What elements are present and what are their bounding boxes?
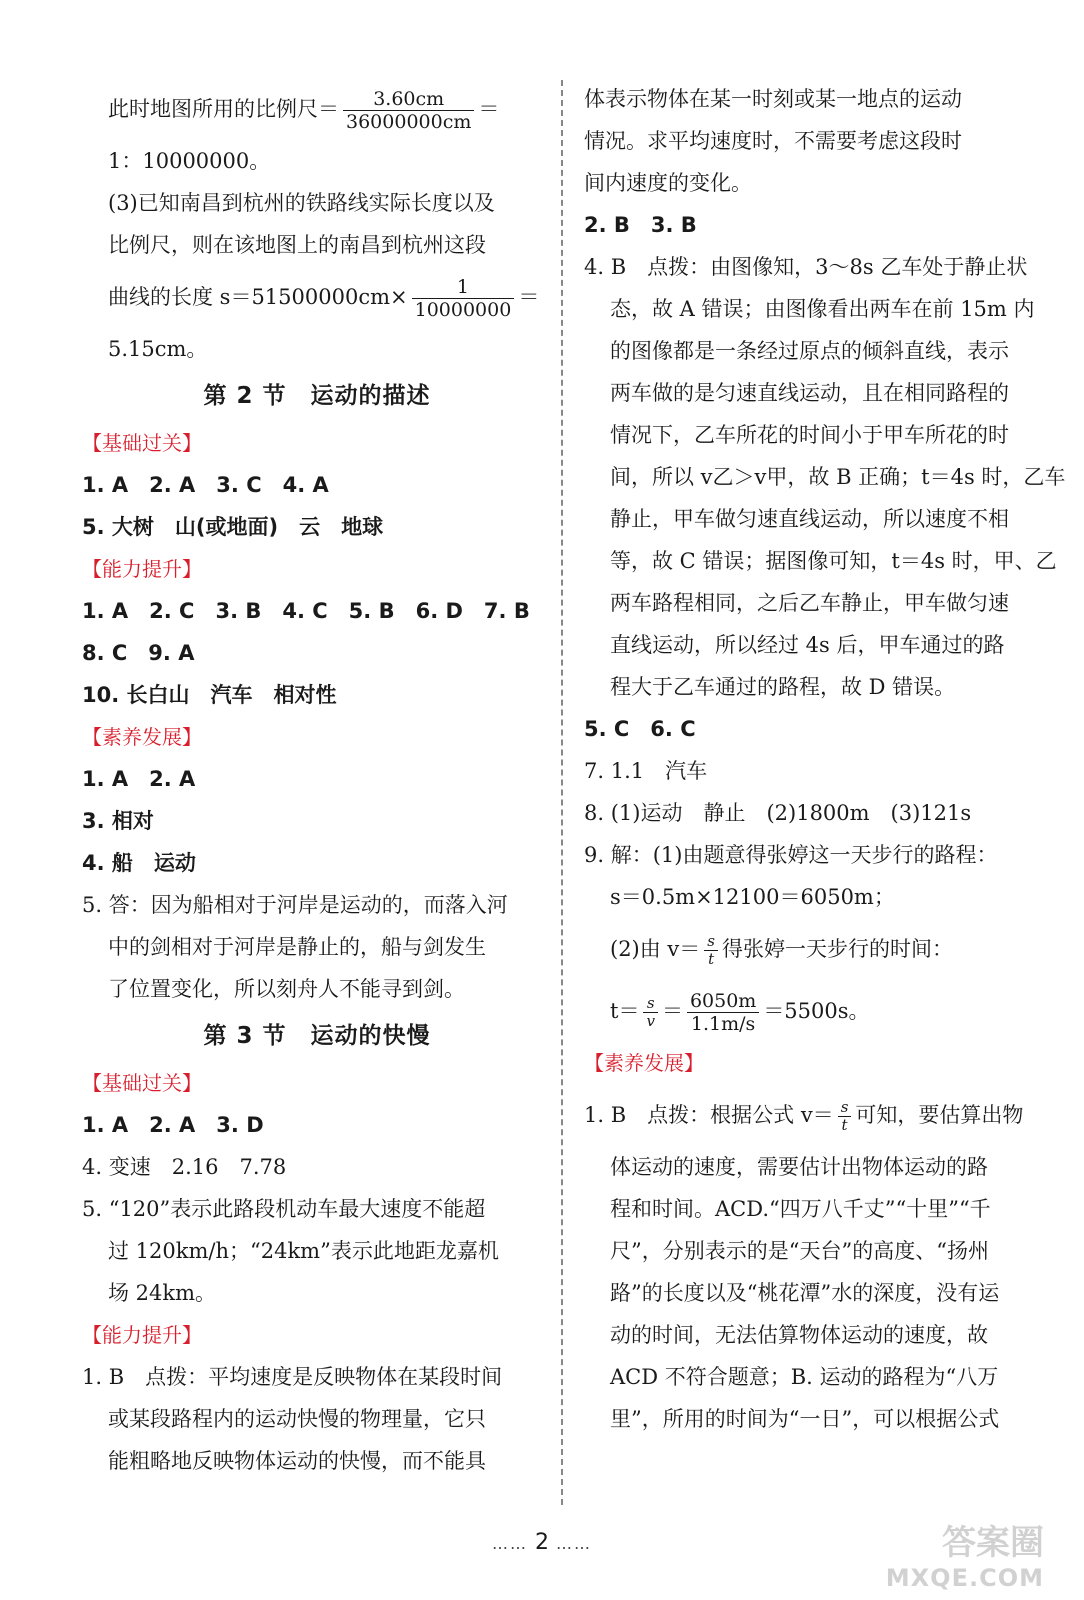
answer-line: ACD 不符合题意；B. 运动的路程为“八万 <box>610 1365 999 1389</box>
answer-line: 两车路程相同，之后乙车静止，甲车做匀速 <box>610 591 1009 615</box>
formula-text: ＝5500s。 <box>763 999 870 1023</box>
dots-left: …… <box>492 1534 528 1553</box>
answer-line: 里”，所用的时间为“一日”，可以根据公式 <box>610 1407 1000 1431</box>
answer-line: 9. 解：(1)由题意得张婷这一天步行的路程： <box>584 843 998 867</box>
answer-line: 等，故 C 错误；据图像可知，t＝4s 时，甲、乙 <box>610 549 1057 573</box>
time-formula <box>584 980 1036 1042</box>
answer-line: 4. 变速 2.16 7.78 <box>82 1155 287 1179</box>
answer-line: 5. 大树 山(或地面) 云 地球 <box>82 515 384 539</box>
length-text: 曲线的长度 s＝51500000cm× <box>108 285 408 309</box>
fraction-numerator: s <box>838 1099 852 1117</box>
formula-text: 可知，要估算出物 <box>855 1103 1024 1127</box>
fraction-denominator: 1.1m/s <box>690 1013 756 1035</box>
fraction-denominator: t <box>708 950 715 968</box>
answer-line: 静止，甲车做匀速直线运动，所以速度不相 <box>610 507 1009 531</box>
answer-line: 3. 相对 <box>82 809 154 833</box>
scale-result: 1：10000000。 <box>108 149 271 173</box>
tag-ability: 【能力提升】 <box>82 557 202 581</box>
tag-literacy: 【素养发展】 <box>82 725 202 749</box>
fraction-numerator: 3.60cm <box>343 88 474 111</box>
answer-line: 尺”，分别表示的是“天台”的高度、“扬州 <box>610 1239 989 1263</box>
fraction-denominator: 10000000 <box>414 299 512 321</box>
answer-line: 5. 答：因为船相对于河岸是运动的，而落入河 <box>82 893 508 917</box>
answer-line: 情况。求平均速度时，不需要考虑这段时 <box>584 129 962 153</box>
answer-line: 1. A 2. A 3. C 4. A <box>82 473 329 497</box>
fraction-denominator: 36000000cm <box>346 111 472 133</box>
answer-line: 程和时间。ACD.“四万八千丈”“十里”“千 <box>610 1197 991 1221</box>
answer-line: 情况下，乙车所花的时间小于甲车所花的时 <box>610 423 1009 447</box>
scale-formula <box>82 78 552 140</box>
column-divider <box>561 80 563 1505</box>
answer-line: (3)已知南昌到杭州的铁路线实际长度以及 <box>108 191 495 215</box>
formula-fraction <box>643 995 657 1030</box>
length-fraction <box>412 276 515 321</box>
answer-line: 两车做的是匀速直线运动，且在相同路程的 <box>610 381 1009 405</box>
answer-line: 4. 船 运动 <box>82 851 196 875</box>
formula-text: t＝ <box>610 999 640 1023</box>
answer-line: 4. B 点拨：由图像知，3～8s 乙车处于静止状 <box>584 255 1028 279</box>
answer-line: 8. C 9. A <box>82 641 195 665</box>
section-3-title: 第 3 节 运动的快慢 <box>203 1023 431 1049</box>
answer-line: 5. C 6. C <box>584 717 696 741</box>
length-formula <box>82 266 552 328</box>
answer-line: 8. (1)运动 静止 (2)1800m (3)121s <box>584 801 972 825</box>
answer-line: 了位置变化，所以刻舟人不能寻到剑。 <box>108 977 465 1001</box>
answer-line: s＝0.5m×12100＝6050m； <box>610 885 895 909</box>
formula-text: (2)由 v＝ <box>610 937 701 961</box>
equals-sign: ＝ <box>518 285 540 309</box>
speed-formula-line <box>584 1084 1036 1146</box>
answer-line: 比例尺，则在该地图上的南昌到杭州这段 <box>108 233 486 257</box>
answer-line: 体表示物体在某一时刻或某一地点的运动 <box>584 87 962 111</box>
equals-sign: ＝ <box>478 97 500 121</box>
watermark-text: 答案圈 <box>942 1523 1044 1563</box>
answer-line: 1. B 点拨：平均速度是反映物体在某段时间 <box>82 1365 503 1389</box>
fraction-numerator: s <box>704 933 718 951</box>
velocity-formula <box>584 918 1036 980</box>
answer-line: 过 120km/h；“24km”表示此地距龙嘉机 <box>108 1239 499 1263</box>
answer-line: 1. A 2. C 3. B 4. C 5. B 6. D 7. B <box>82 599 530 623</box>
tag-ability: 【能力提升】 <box>82 1323 202 1347</box>
fraction-denominator: v <box>646 1012 655 1030</box>
answer-line: 5. “120”表示此路段机动车最大速度不能超 <box>82 1197 486 1221</box>
formula-fraction <box>838 1099 852 1134</box>
answer-line: 直线运动，所以经过 4s 后，甲车通过的路 <box>610 633 1005 657</box>
watermark-url: MXQE.COM <box>885 1564 1044 1592</box>
answer-line: 体运动的速度，需要估计出物体运动的路 <box>610 1155 988 1179</box>
answer-line: 10. 长白山 汽车 相对性 <box>82 683 337 707</box>
answer-line: 或某段路程内的运动快慢的物理量，它只 <box>108 1407 486 1431</box>
answer-line: 1. A 2. A 3. D <box>82 1113 264 1137</box>
dots-right: …… <box>556 1534 592 1553</box>
scale-fraction <box>343 88 474 133</box>
answer-line: 场 24km。 <box>108 1281 217 1305</box>
fraction-denominator: t <box>841 1116 848 1134</box>
answer-line: 间，所以 v乙＞v甲，故 B 正确；t＝4s 时，乙车 <box>610 465 1066 489</box>
page-number-value: 2 <box>535 1530 549 1555</box>
scale-text: 此时地图所用的比例尺＝ <box>108 97 339 121</box>
answer-line: 中的剑相对于河岸是静止的，船与剑发生 <box>108 935 486 959</box>
watermark-logo <box>886 1515 1044 1592</box>
answer-line: 态，故 A 错误；由图像看出两车在前 15m 内 <box>610 297 1035 321</box>
tag-basic: 【基础过关】 <box>82 431 202 455</box>
answer-line: 7. 1.1 汽车 <box>584 759 708 783</box>
answer-line: 程大于乙车通过的路程，故 D 错误。 <box>610 675 956 699</box>
answer-line: 动的时间，无法估算物体运动的速度，故 <box>610 1323 988 1347</box>
answer-line: 路”的长度以及“桃花潭”水的深度，没有运 <box>610 1281 1000 1305</box>
length-result: 5.15cm。 <box>108 337 208 361</box>
formula-fraction <box>704 933 718 968</box>
formula-text: 1. B 点拨：根据公式 v＝ <box>584 1103 834 1127</box>
equals-sign: ＝ <box>661 999 683 1023</box>
answer-line: 能粗略地反映物体运动的快慢，而不能具 <box>108 1449 486 1473</box>
left-column <box>82 78 552 1482</box>
fraction-numerator: 6050m <box>687 990 759 1013</box>
answer-line: 1. A 2. A <box>82 767 196 791</box>
formula-text: 得张婷一天步行的时间： <box>722 937 953 961</box>
section-2-title: 第 2 节 运动的描述 <box>203 383 431 409</box>
right-column <box>584 78 1066 1440</box>
fraction-numerator: 1 <box>412 276 515 299</box>
fraction-numerator: s <box>643 995 657 1013</box>
tag-basic: 【基础过关】 <box>82 1071 202 1095</box>
formula-fraction <box>687 990 759 1035</box>
answer-line: 间内速度的变化。 <box>584 171 752 195</box>
answer-line: 2. B 3. B <box>584 213 697 237</box>
tag-literacy: 【素养发展】 <box>584 1051 704 1075</box>
answer-line: 的图像都是一条经过原点的倾斜直线，表示 <box>610 339 1009 363</box>
